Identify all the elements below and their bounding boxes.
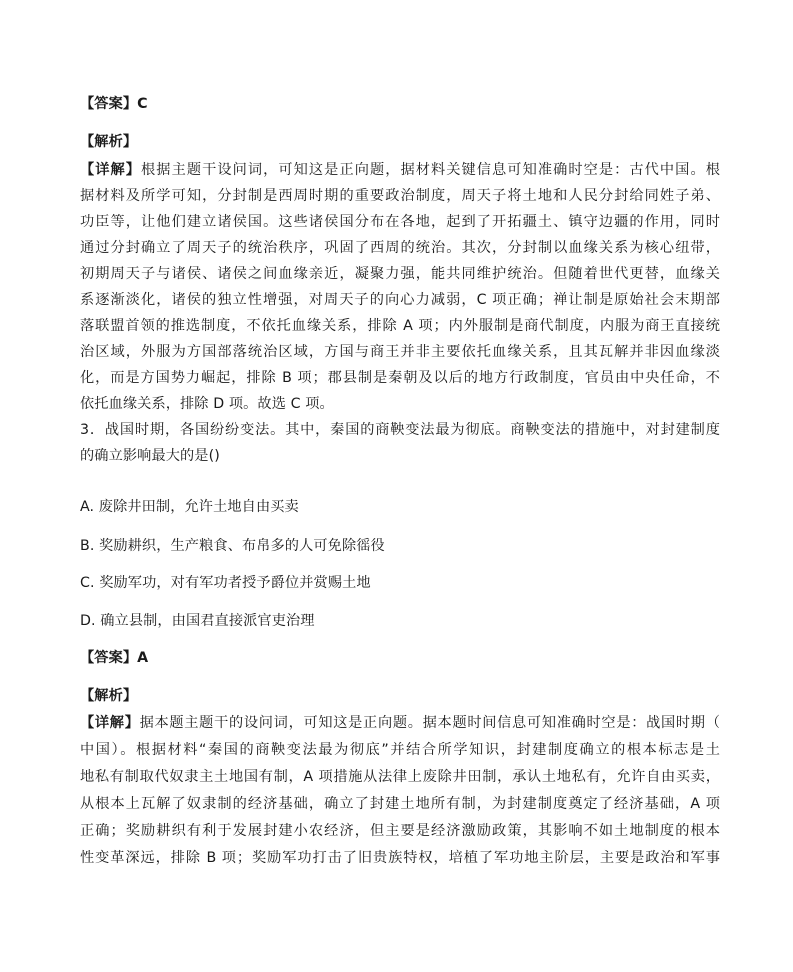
detail-1-line-1: 据材料及所学可知，分封制是西周时期的重要政治制度，周天子将土地和人民分封给同姓子弟、 [80, 188, 720, 204]
detail-1-line-3: 通过分封确立了周天子的统治秩序，巩固了西周的统治。其次，分封制以血缘关系为核心纽带， [80, 240, 720, 256]
detail-2-line-3: 从根本上瓦解了奴隶制的经济基础，确立了封建土地所有制，为封建制度奠定了经济基础，A 项 [80, 796, 720, 812]
detail-2-line-0 [80, 713, 720, 733]
detail-text: 据本题主题干的设问词，可知这是正向题。据本题时间信息可知准确时空是：战国时期（ [139, 715, 720, 731]
answer-value: A [137, 650, 149, 666]
detail-1-line-8: 化，而是方国势力崛起，排除 B 项；郡县制是秦朝及以后的地方行政制度，官员由中央任命，不 [80, 370, 720, 386]
detail-label: 【详解】 [80, 162, 142, 178]
answer-label: 【答案】 [80, 650, 138, 666]
answer-value: C [137, 96, 148, 112]
analysis-label: 【解析】 [80, 134, 138, 150]
option-a: A. 废除井田制，允许土地自由买卖 [80, 499, 299, 515]
detail-1-line-2: 功臣等，让他们建立诸侯国。这些诸侯国分布在各地，起到了开拓疆土、镇守边疆的作用，同时 [80, 214, 720, 230]
detail-1-line-4: 初期周天子与诸侯、诸侯之间血缘亲近，凝聚力强，能共同维护统治。但随着世代更替，血缘关 [80, 266, 720, 282]
analysis-label-2 [80, 686, 720, 706]
answer-label: 【答案】 [80, 96, 138, 112]
option-d: D. 确立县制，由国君直接派官吏治理 [80, 613, 315, 629]
option-c: C. 奖励军功，对有军功者授予爵位并赏赐土地 [80, 575, 371, 591]
detail-2-line-2: 地私有制取代奴隶主土地国有制，A 项措施从法律上废除井田制，承认土地私有，允许自由买卖， [80, 769, 720, 785]
detail-2-line-1: 中国）。根据材料“秦国的商鞅变法最为彻底”并结合所学知识，封建制度确立的根本标志是土 [80, 742, 720, 758]
detail-1-line-0 [80, 160, 720, 180]
question-3-stem-cont: 的确立影响最大的是() [80, 448, 220, 464]
option-b: B. 奖励耕织，生产粮食、布帛多的人可免除徭役 [80, 538, 385, 554]
detail-1-line-7: 治区域，外服为方国部落统治区域，方国与商王并非主要依托血缘关系，且其瓦解并非因血缘淡 [80, 344, 720, 360]
detail-1-line-5: 系逐渐淡化，诸侯的独立性增强，对周天子的向心力减弱，C 项正确；禅让制是原始社会末期部 [80, 292, 720, 308]
analysis-label-1 [80, 132, 720, 152]
question-3-stem: 3．战国时期，各国纷纷变法。其中，秦国的商鞅变法最为彻底。商鞅变法的措施中，对封建制度 [80, 422, 720, 438]
detail-2-line-5: 性变革深远，排除 B 项；奖励军功打击了旧贵族特权，培植了军功地主阶层，主要是政治和军事 [80, 850, 720, 866]
answer-2 [80, 648, 720, 668]
detail-text: 根据主题干设问词，可知这是正向题，据材料关键信息可知准确时空是：古代中国。根 [141, 162, 720, 178]
detail-label: 【详解】 [80, 715, 140, 731]
answer-1 [80, 94, 720, 114]
detail-1-line-9: 依托血缘关系，排除 D 项。故选 C 项。 [80, 396, 334, 412]
detail-1-line-6: 落联盟首领的推选制度，不依托血缘关系，排除 A 项；内外服制是商代制度，内服为商王直接统 [80, 318, 720, 334]
analysis-label: 【解析】 [80, 688, 138, 704]
detail-2-line-4: 正确；奖励耕织有利于发展封建小农经济，但主要是经济激励政策，其影响不如土地制度的根本 [80, 823, 720, 839]
